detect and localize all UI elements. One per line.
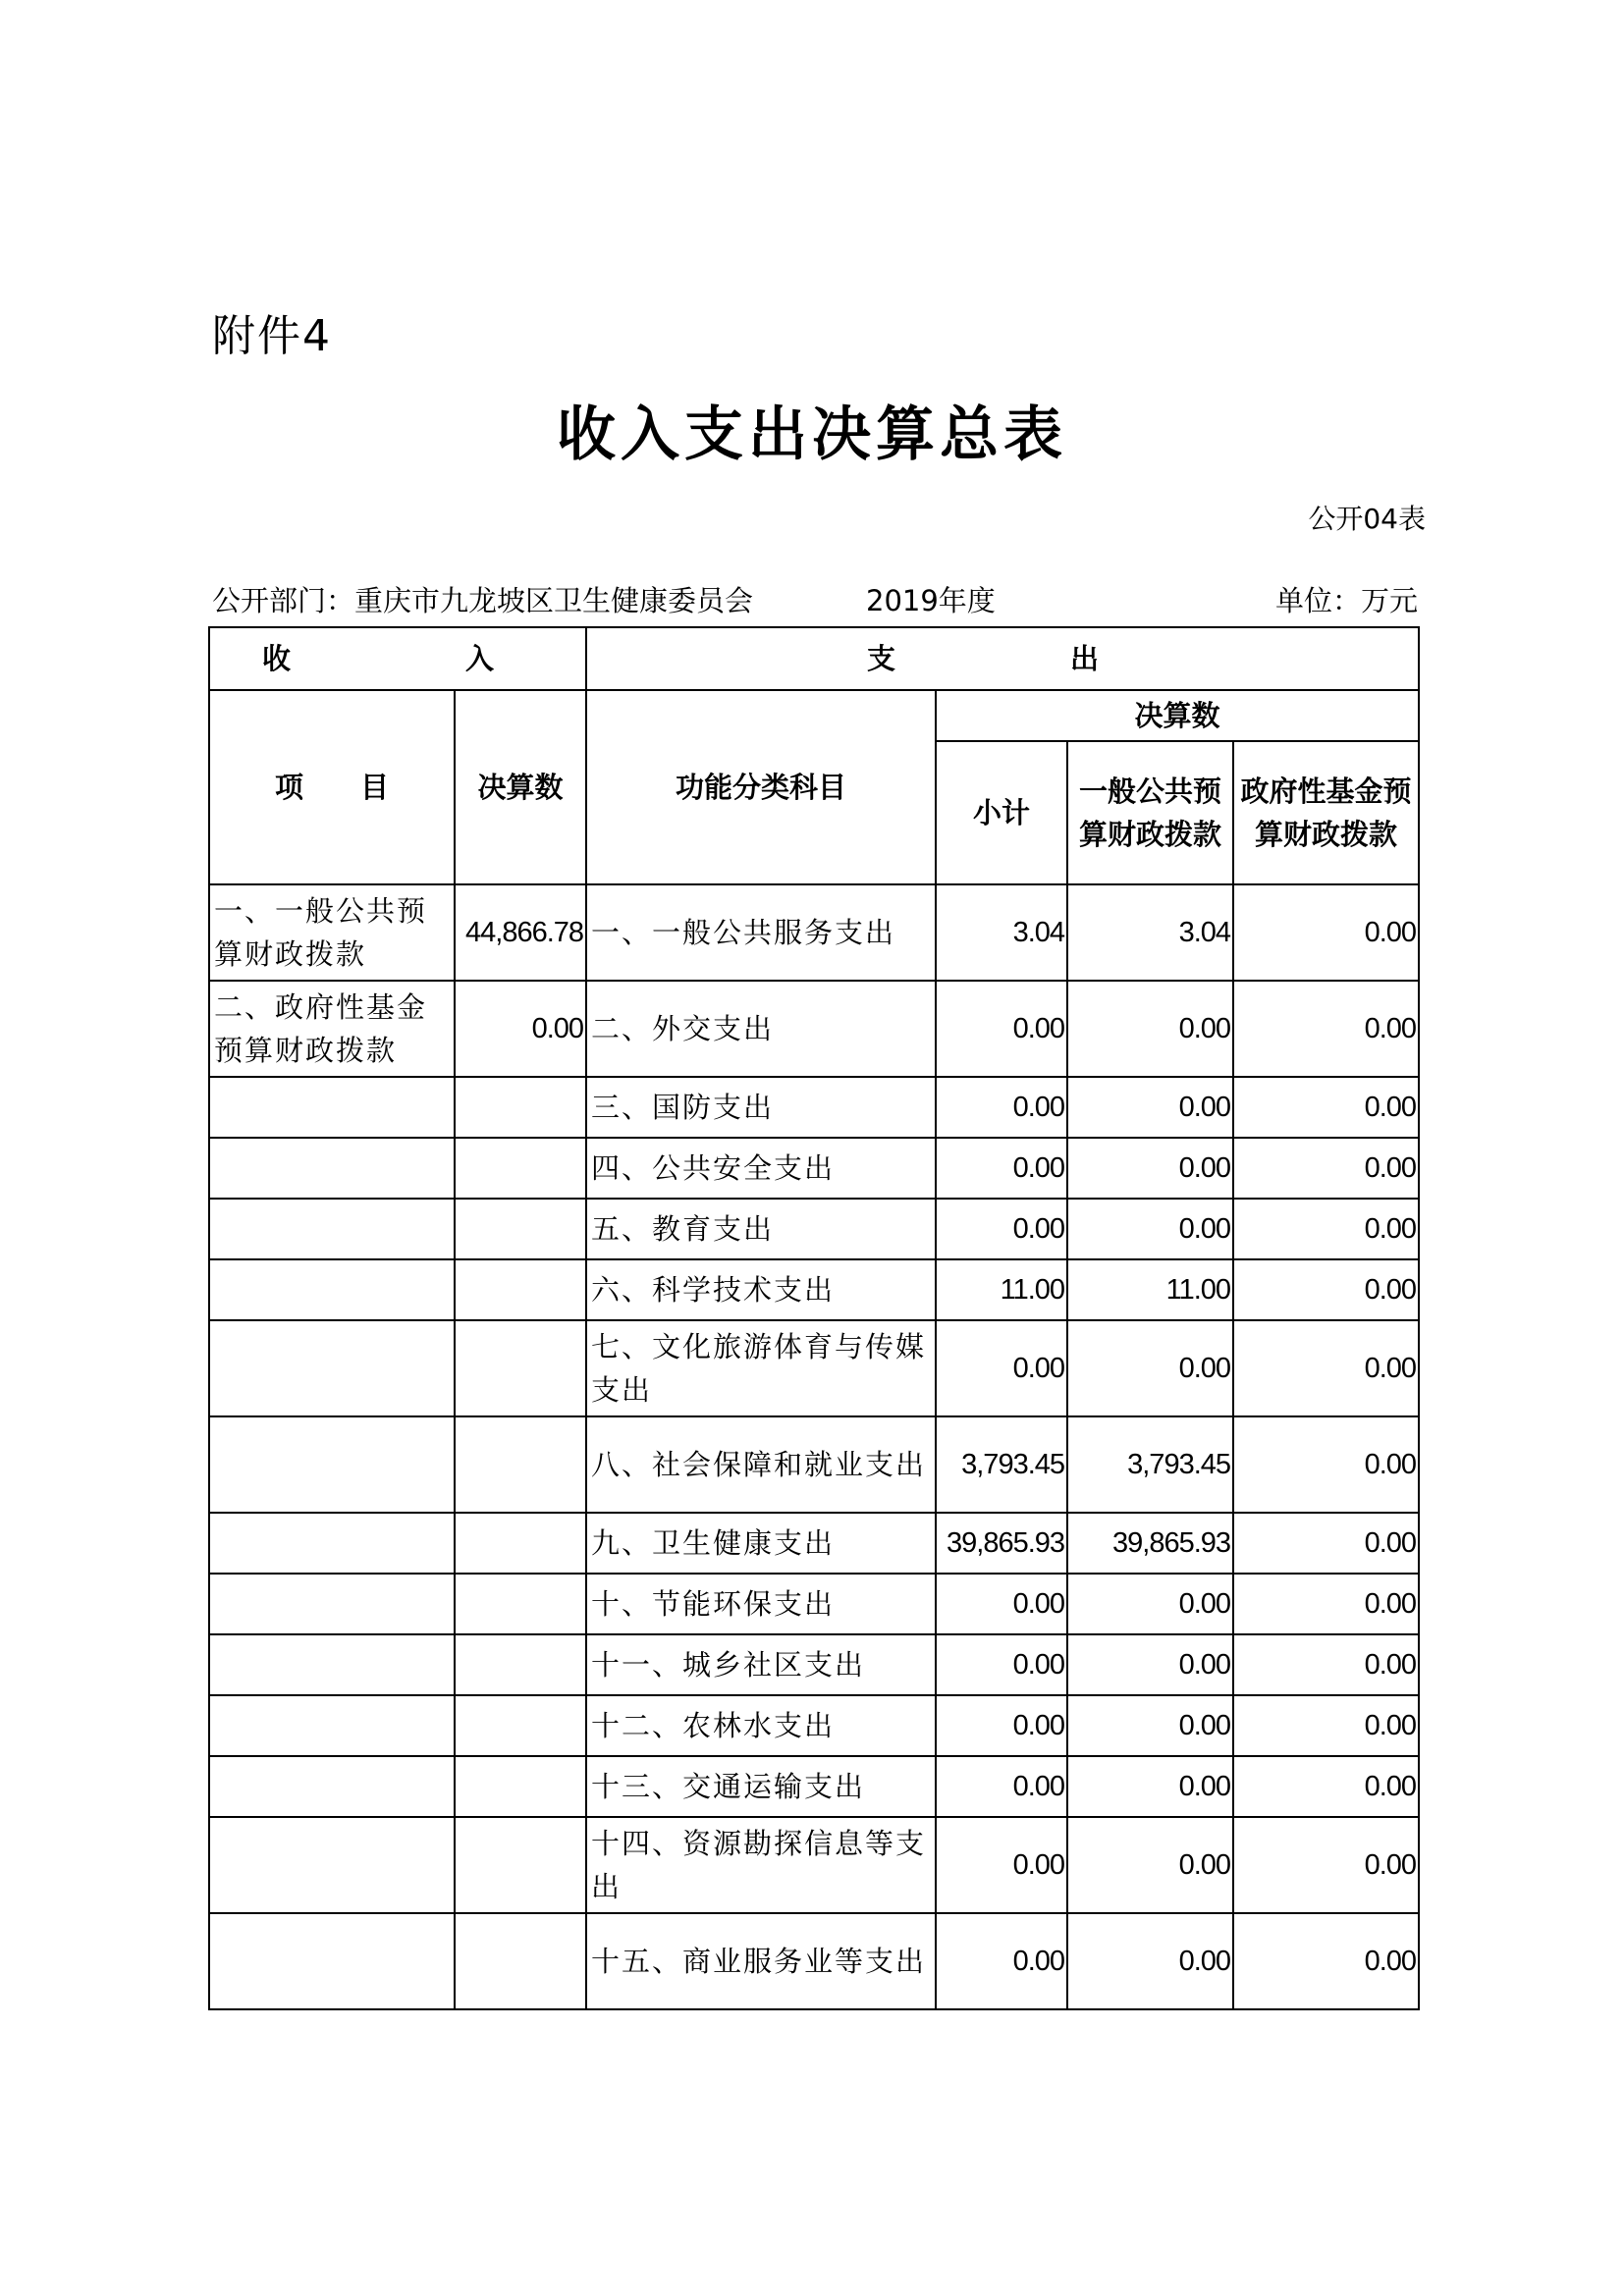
expenditure-header: 支 出 [586,627,1419,690]
general-budget-value: 0.00 [1067,981,1233,1077]
settlement-header: 决算数 [455,690,586,884]
general-budget-value: 3.04 [1067,884,1233,981]
income-item-amount [455,1416,586,1513]
fund-budget-value: 0.00 [1233,1077,1419,1138]
table-row [209,884,1419,981]
income-item-name [209,1513,455,1574]
income-item-name [209,1138,455,1199]
fund-budget-value: 0.00 [1233,884,1419,981]
general-budget-value: 0.00 [1067,1913,1233,2009]
fund-budget-value: 0.00 [1233,1695,1419,1756]
expenditure-category: 八、社会保障和就业支出 [586,1416,936,1513]
income-item-name [209,1574,455,1634]
expenditure-category: 九、卫生健康支出 [586,1513,936,1574]
expenditure-category: 十二、农林水支出 [586,1695,936,1756]
income-item-name [209,1320,455,1416]
expenditure-category: 六、科学技术支出 [586,1259,936,1320]
expenditure-category: 十、节能环保支出 [586,1574,936,1634]
settlement-group-header: 决算数 [936,690,1419,741]
general-budget-value: 0.00 [1067,1138,1233,1199]
general-budget-value: 0.00 [1067,1756,1233,1817]
table-row [209,1259,1419,1320]
annex-label: 附件4 [212,311,332,361]
page-title: 收入支出决算总表 [557,400,1067,469]
expenditure-category: 十五、商业服务业等支出 [586,1913,936,2009]
table-row [209,1077,1419,1138]
table-row [209,1138,1419,1199]
item-header: 项 目 [209,690,455,884]
subtotal-value: 39,865.93 [936,1513,1067,1574]
income-item-name [209,1817,455,1913]
general-budget-value: 0.00 [1067,1817,1233,1913]
income-item-name [209,1634,455,1695]
subtotal-value: 0.00 [936,1756,1067,1817]
fiscal-year: 2019年度 [866,584,996,617]
fund-budget-value: 0.00 [1233,1416,1419,1513]
subtotal-header: 小计 [936,741,1067,884]
fund-budget-value: 0.00 [1233,1199,1419,1259]
subtotal-value: 0.00 [936,1574,1067,1634]
subtotal-value: 11.00 [936,1259,1067,1320]
expenditure-category: 一、一般公共服务支出 [586,884,936,981]
income-item-name [209,1913,455,2009]
subtotal-value: 0.00 [936,1077,1067,1138]
income-item-amount [455,1138,586,1199]
expenditure-category: 七、文化旅游体育与传媒支出 [586,1320,936,1416]
subtotal-value: 3,793.45 [936,1416,1067,1513]
general-budget-value: 0.00 [1067,1695,1233,1756]
general-budget-value: 0.00 [1067,1634,1233,1695]
fund-budget-value: 0.00 [1233,1913,1419,2009]
income-item-name: 二、政府性基金预算财政拨款 [209,981,455,1077]
subtotal-value: 0.00 [936,1199,1067,1259]
expenditure-category: 十一、城乡社区支出 [586,1634,936,1695]
expenditure-category: 四、公共安全支出 [586,1138,936,1199]
unit-label: 单位：万元 [1274,584,1418,617]
functional-category-header: 功能分类科目 [586,690,936,884]
fund-budget-value: 0.00 [1233,1574,1419,1634]
income-item-amount [455,1574,586,1634]
income-item-amount [455,1913,586,2009]
subtotal-value: 0.00 [936,981,1067,1077]
general-budget-value: 39,865.93 [1067,1513,1233,1574]
fund-budget-value: 0.00 [1233,1817,1419,1913]
subtotal-value: 0.00 [936,1695,1067,1756]
subtotal-value: 0.00 [936,1320,1067,1416]
income-item-name [209,1199,455,1259]
income-item-name: 一、一般公共预算财政拨款 [209,884,455,981]
header-row-sections [209,627,1419,690]
income-header: 收 入 [209,627,586,690]
general-budget-header: 一般公共预算财政拨款 [1067,741,1233,884]
table-number: 公开04表 [1308,503,1426,535]
income-item-amount: 0.00 [455,981,586,1077]
income-item-amount [455,1320,586,1416]
income-item-amount: 44,866.78 [455,884,586,981]
income-item-amount [455,1259,586,1320]
income-item-name [209,1695,455,1756]
table-row [209,1320,1419,1416]
header-row-columns [209,690,1419,741]
table-row [209,1913,1419,2009]
income-item-amount [455,1513,586,1574]
general-budget-value: 11.00 [1067,1259,1233,1320]
income-item-name [209,1259,455,1320]
table-row [209,1199,1419,1259]
fund-budget-value: 0.00 [1233,1138,1419,1199]
fund-budget-value: 0.00 [1233,1320,1419,1416]
fund-budget-value: 0.00 [1233,1513,1419,1574]
general-budget-value: 3,793.45 [1067,1416,1233,1513]
subtotal-value: 3.04 [936,884,1067,981]
income-item-name [209,1077,455,1138]
fund-budget-value: 0.00 [1233,1756,1419,1817]
table-row [209,1416,1419,1513]
fund-budget-value: 0.00 [1233,981,1419,1077]
table-row [209,1513,1419,1574]
general-budget-value: 0.00 [1067,1320,1233,1416]
fund-budget-value: 0.00 [1233,1634,1419,1695]
income-item-amount [455,1756,586,1817]
settlement-table [208,626,1420,2010]
general-budget-value: 0.00 [1067,1574,1233,1634]
income-item-name [209,1416,455,1513]
general-budget-value: 0.00 [1067,1199,1233,1259]
subtotal-value: 0.00 [936,1634,1067,1695]
table-row [209,1817,1419,1913]
income-item-amount [455,1077,586,1138]
expenditure-category: 十四、资源勘探信息等支出 [586,1817,936,1913]
income-item-amount [455,1634,586,1695]
general-budget-value: 0.00 [1067,1077,1233,1138]
table-row [209,981,1419,1077]
expenditure-category: 三、国防支出 [586,1077,936,1138]
table-row [209,1634,1419,1695]
table-row [209,1574,1419,1634]
expenditure-category: 二、外交支出 [586,981,936,1077]
income-item-amount [455,1199,586,1259]
table-row [209,1695,1419,1756]
fund-budget-header: 政府性基金预算财政拨款 [1233,741,1419,884]
subtotal-value: 0.00 [936,1817,1067,1913]
income-item-name [209,1756,455,1817]
income-item-amount [455,1817,586,1913]
table-row [209,1756,1419,1817]
table-body [209,627,1419,2009]
expenditure-category: 五、教育支出 [586,1199,936,1259]
department-label: 公开部门：重庆市九龙坡区卫生健康委员会 [212,584,754,617]
income-item-amount [455,1695,586,1756]
fund-budget-value: 0.00 [1233,1259,1419,1320]
expenditure-category: 十三、交通运输支出 [586,1756,936,1817]
subtotal-value: 0.00 [936,1138,1067,1199]
subtotal-value: 0.00 [936,1913,1067,2009]
